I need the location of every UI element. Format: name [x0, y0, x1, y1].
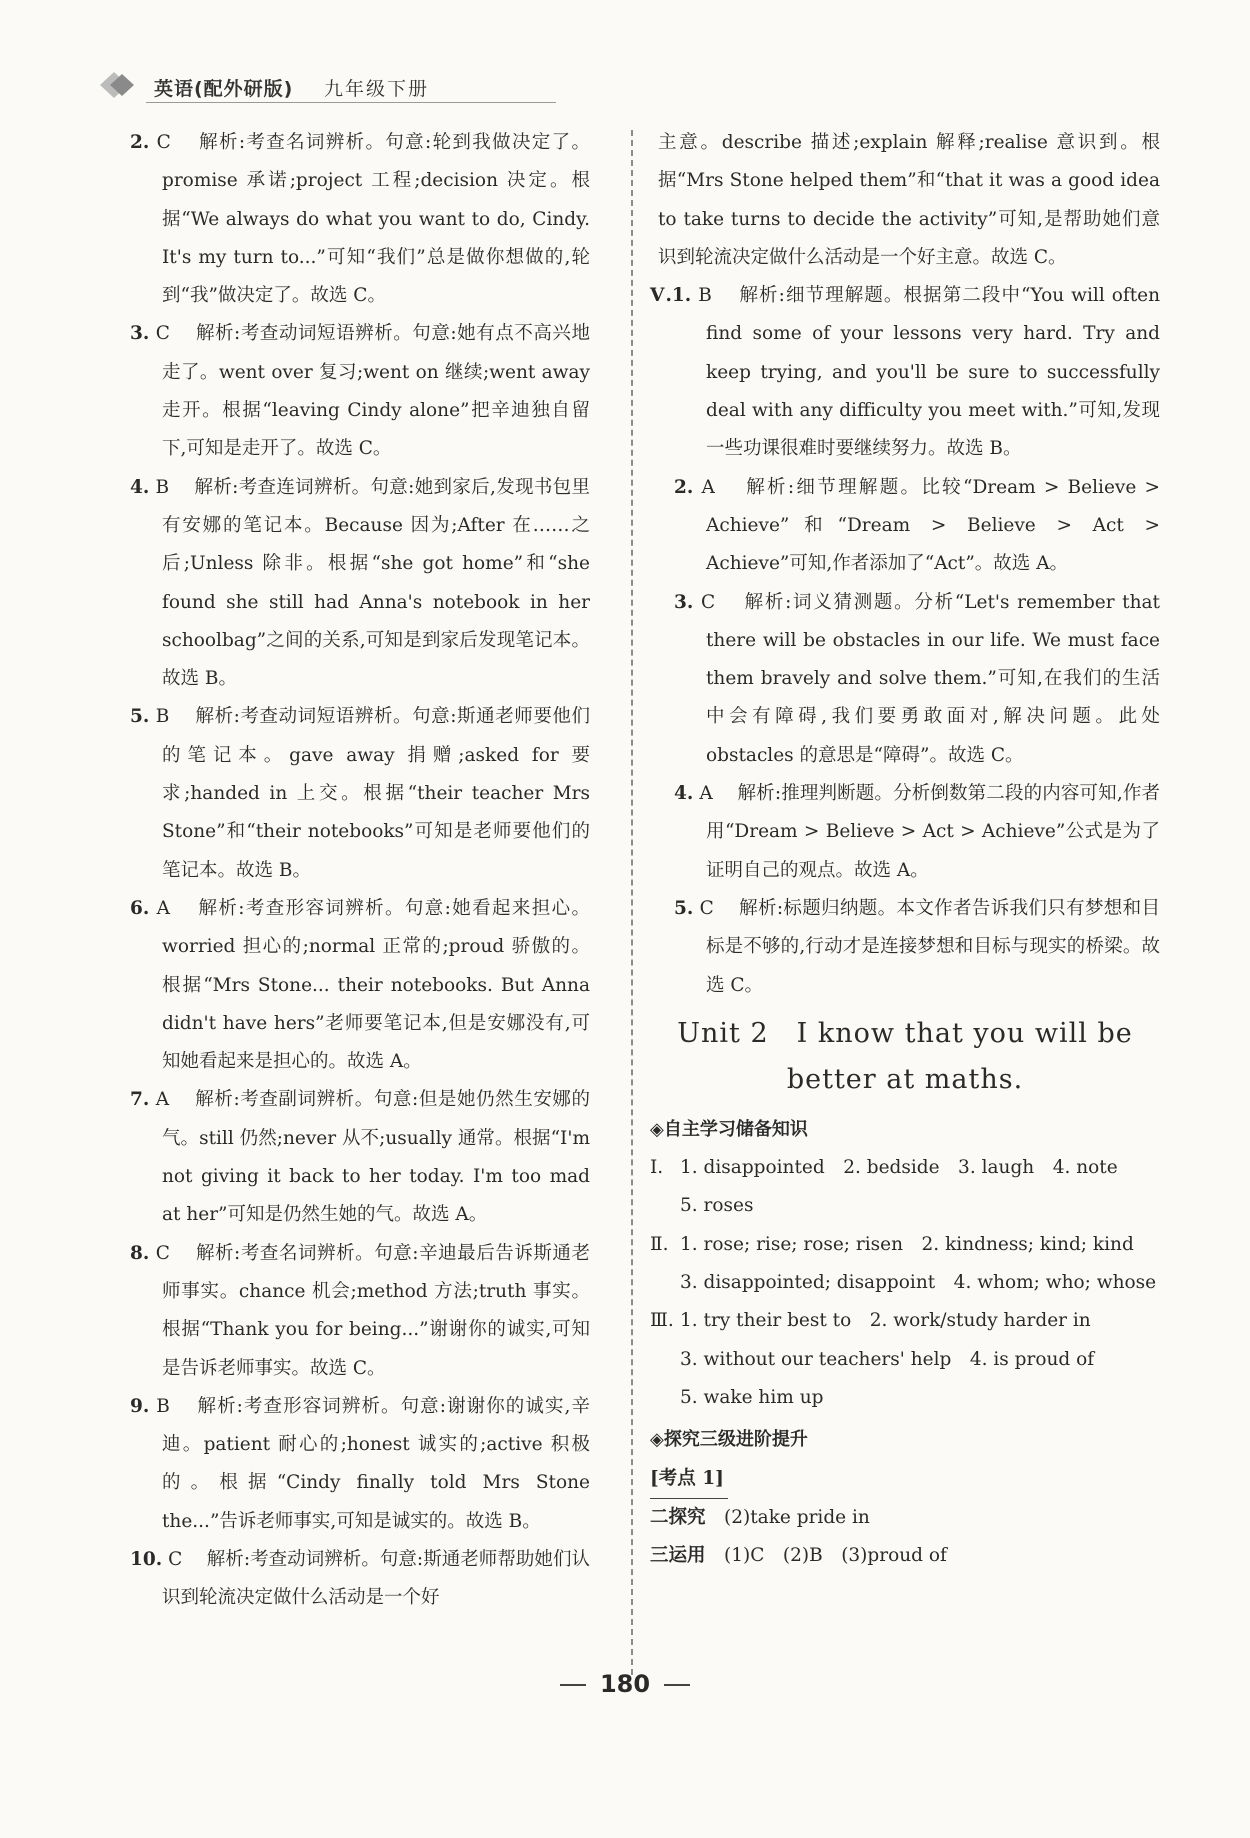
left-column: [130, 124, 590, 1618]
answer-item: 5. C 解析:标题归纳题。本文作者告诉我们只有梦想和目标是不够的,行动才是连接梦想和目标与现实的桥梁。故选 C。: [674, 897, 1160, 996]
answer-item: 5. B 解析:考查动词短语辨析。句意:斯通老师要他们的笔记本。gave away 捐赠;asked for 要求;handed in 上交。根据“their teacher Mrs Stone”和“their notebooks”可知是老师要他们的笔记本。故选 B。: [130, 706, 590, 881]
right-column: [650, 124, 1160, 1575]
header-rule: [146, 102, 556, 103]
answer-continuation: 主意。describe 描述;explain 解释;realise 意识到。根据“Mrs Stone helped them”和“that it was a good idea to take turns to decide the activity”可知,是帮助她们意识到轮流决定做什么活动是一个好主意。故选 C。: [658, 132, 1160, 268]
grade-label: 九年级下册: [324, 78, 430, 100]
answer-group-3: Ⅲ. 1. try their best to 2. work/study harder in 3. without our teachers' help 4. is proud of 5. wake him up: [650, 1310, 1095, 1408]
column-divider: [631, 130, 633, 1675]
kaodian-label: [考点 1]: [650, 1460, 1160, 1499]
answer-item: 3. C 解析:词义猜测题。分析“Let's remember that there will be obstacles in our life. We must face them bravely and solve them.”可知,在我们的生活中会有障碍,我们要勇敢面对,解决问题。此处 obstacles 的意思是“障碍”。故选 C。: [674, 591, 1160, 766]
answer-group-2: Ⅱ. 1. rose; rise; rose; risen 2. kindness; kind; kind 3. disappointed; disappoint 4. whom; who; whose: [650, 1233, 1157, 1294]
page-header: [98, 66, 558, 106]
unit-title: Unit 2 I know that you will be better at maths.: [677, 1017, 1133, 1095]
answer-item: 3. C 解析:考查动词短语辨析。句意:她有点不高兴地走了。went over 复习;went on 继续;went away 走开。根据“leaving Cindy alone”把辛迪独自留下,可知是走开了。故选 C。: [130, 323, 590, 460]
answer-item: 10. C 解析:考查动词辨析。句意:斯通老师帮助她们认识到轮流决定做什么活动是一个好: [130, 1548, 590, 1609]
answer-item: 8. C 解析:考查名词辨析。句意:辛迪最后告诉斯通老师事实。chance 机会;method 方法;truth 事实。根据“Thank you for being...”谢谢你的诚实,可知是告诉老师事实。故选 C。: [130, 1242, 590, 1379]
answer-item: 2. C 解析:考查名词辨析。句意:轮到我做决定了。promise 承诺;project 工程;decision 决定。根据“We always do what you want to do, Cindy. It's my turn to...”可知“我们”总是做你想做的,轮到“我”做决定了。故选 C。: [130, 132, 590, 307]
answer-item: 6. A 解析:考查形容词辨析。句意:她看起来担心。worried 担心的;normal 正常的;proud 骄傲的。根据“Mrs Stone... their notebooks. But Anna didn't have hers”老师要笔记本,但是安娜没有,可知她看起来是担心的。故选 A。: [130, 897, 590, 1073]
tanjiu-line: 二探究 (2)take pride in: [650, 1506, 870, 1528]
answer-group-1: Ⅰ. 1. disappointed 2. bedside 3. laugh 4. note 5. roses: [650, 1157, 1118, 1217]
section-heading: ◈自主学习储备知识: [650, 1118, 808, 1140]
answer-item: 4. B 解析:考查连词辨析。句意:她到家后,发现书包里有安娜的笔记本。Because 因为;After 在……之后;Unless 除非。根据“she got home”和“she found she still had Anna's notebook in her schoolbag”之间的关系,可知是到家后发现笔记本。故选 B。: [130, 476, 590, 690]
answer-item: Ⅴ.1. B 解析:细节理解题。根据第二段中“You will often find some of your lessons very hard. Try and keep trying, and you'll be sure to successfully deal with any difficulty you meet with.”可知,发现一些功课很难时要继续努力。故选 B。: [650, 285, 1160, 460]
answer-item: 2. A 解析:细节理解题。比较“Dream > Believe > Achieve”和“Dream > Believe > Act > Achieve”可知,作者添加了“Act”。故选 A。: [674, 476, 1160, 575]
diamond-icon: ◈: [650, 1429, 664, 1451]
diamond-logo-icon: [98, 70, 144, 100]
section-heading: ◈探究三级进阶提升: [650, 1429, 808, 1451]
diamond-icon: ◈: [650, 1118, 664, 1140]
answer-item: 9. B 解析:考查形容词辨析。句意:谢谢你的诚实,辛迪。patient 耐心的;honest 诚实的;active 积极的。根据“Cindy finally told Mrs Stone the...”告诉老师事实,可知是诚实的。故选 B。: [130, 1395, 590, 1532]
answer-item: 7. A 解析:考查副词辨析。句意:但是她仍然生安娜的气。still 仍然;never 从不;usually 通常。根据“I'm not giving it back to her today. I'm too mad at her”可知是仍然生她的气。故选 A。: [130, 1089, 590, 1226]
book-title: 英语(配外研版): [154, 78, 294, 100]
page-number: 180: [0, 1670, 1250, 1698]
yunyong-line: 三运用 (1)C (2)B (3)proud of: [650, 1545, 947, 1567]
answer-item: 4. A 解析:推理判断题。分析倒数第二段的内容可知,作者用“Dream > Believe > Act > Achieve”公式是为了证明自己的观点。故选 A。: [674, 783, 1160, 881]
